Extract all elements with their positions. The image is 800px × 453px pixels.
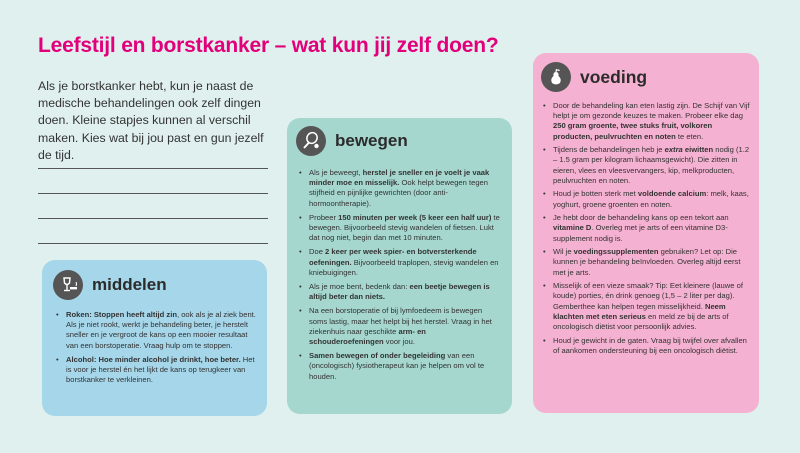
bewegen-header [296,126,408,156]
list-item: • Doe 2 keer per week spier- en botversterkende oefeningen. Bijvoorbeeld traplopen, stevig wandelen en kniebuigingen. [299,247,502,278]
write-lines [38,168,268,268]
write-line[interactable] [38,243,268,244]
list-item: • Tijdens de behandelingen heb je extra eiwitten nodig (1.2 – 1.5 gram per kilogram lichaamsgewicht). Die zitten in eieren, vlees en vleesvervangers, kip, melkproducten, peulvruchten en noten. [543,145,751,186]
write-line[interactable] [38,168,268,169]
middelen-header [53,270,167,300]
voeding-heading: voeding [580,66,648,87]
write-line[interactable] [38,218,268,219]
write-line[interactable] [38,193,268,194]
pear-icon [541,62,571,92]
list-item: • Roken: Stoppen heeft altijd zin, ook als je al ziek bent. Als je niet rookt, werkt je behandeling beter, je herstelt sneller en je vergroot de kans op een mooier resultaat van een borstoperatie. Vraag hulp om te stoppen. [56,310,256,351]
middelen-list [56,310,256,389]
bewegen-heading: bewegen [335,131,408,150]
list-item: • Samen bewegen of onder begeleiding van een (oncologisch) fysiotherapeut kan je helpen om vol te houden. [299,351,502,382]
list-item: • Als je moe bent, bedenk dan: een beetje bewegen is altijd beter dan niets. [299,282,502,302]
list-item: • Houd je gewicht in de gaten. Vraag bij twijfel over afvallen of aankomen ondersteuning bij een oncologisch diëtist. [543,336,751,356]
tennis-racket-icon [296,126,326,156]
voeding-card [533,53,759,413]
list-item: • Na een borstoperatie of bij lymfoedeem is bewegen soms lastig, maar het helpt bij het herstel. Vraag in het ziekenhuis naar geschikte arm- en schouderoefeningen voor jou. [299,306,502,347]
list-item: • Je hebt door de behandeling kans op een tekort aan vitamine D. Overleg met je arts of een vitamine D3-supplement nodig is. [543,213,751,244]
middelen-card [42,260,267,416]
voeding-list [543,101,751,359]
page-title: Leefstijl en borstkanker – wat kun jij zelf doen? [38,34,499,57]
list-item: • Als je beweegt, herstel je sneller en je voelt je vaak minder moe en misselijk. Ook helpt bewegen tegen stijfheid en pijnlijke gewrichten (door anti-hormoontherapie). [299,168,502,209]
list-item: • Misselijk of een vieze smaak? Tip: Eet kleinere (lauwe of koude) porties, én drink genoeg (1,5 – 2 liter per dag). Gemberthee kan helpen tegen misselijkheid. Neem klachten met eten serieus en meld ze bij de arts of oncologisch diëtist voor persoonlijk advies. [543,281,751,332]
list-item: • Wil je voedingssupplementen gebruiken? Let op: Die kunnen je behandeling beïnvloeden. Overleg altijd eerst met je arts. [543,247,751,278]
bewegen-card [287,118,512,414]
list-item: • Door de behandeling kan eten lastig zijn. De Schijf van Vijf helpt je om gezonde keuzes te maken. Probeer elke dag 250 gram groente, twee stuks fruit, volkoren producten, peulvruchten en noten te eten. [543,101,751,142]
intro-text: Als je borstkanker hebt, kun je naast de medische behandelingen ook zelf dingen doen. Kleine stapjes kunnen al verschil maken. Kies wat bij jou past en gun jezelf de tijd. [38,79,264,162]
list-item: • Alcohol: Hoe minder alcohol je drinkt, hoe beter. Het is voor je herstel én het lijkt de kans op terugkeer van borstkanker te verkleinen. [56,355,256,386]
list-item: • Probeer 150 minuten per week (5 keer een half uur) te bewegen. Bijvoorbeeld stevig wandelen of fietsen. Lukt dat nog niet, begin dan met 10 minuten. [299,213,502,244]
voeding-header [541,62,647,92]
wine-glass-cigarette-icon [53,270,83,300]
list-item: • Houd je botten sterk met voldoende calcium: melk, kaas, yoghurt, groene groenten en noten. [543,189,751,209]
middelen-heading: middelen [92,275,167,294]
bewegen-list [299,168,502,386]
